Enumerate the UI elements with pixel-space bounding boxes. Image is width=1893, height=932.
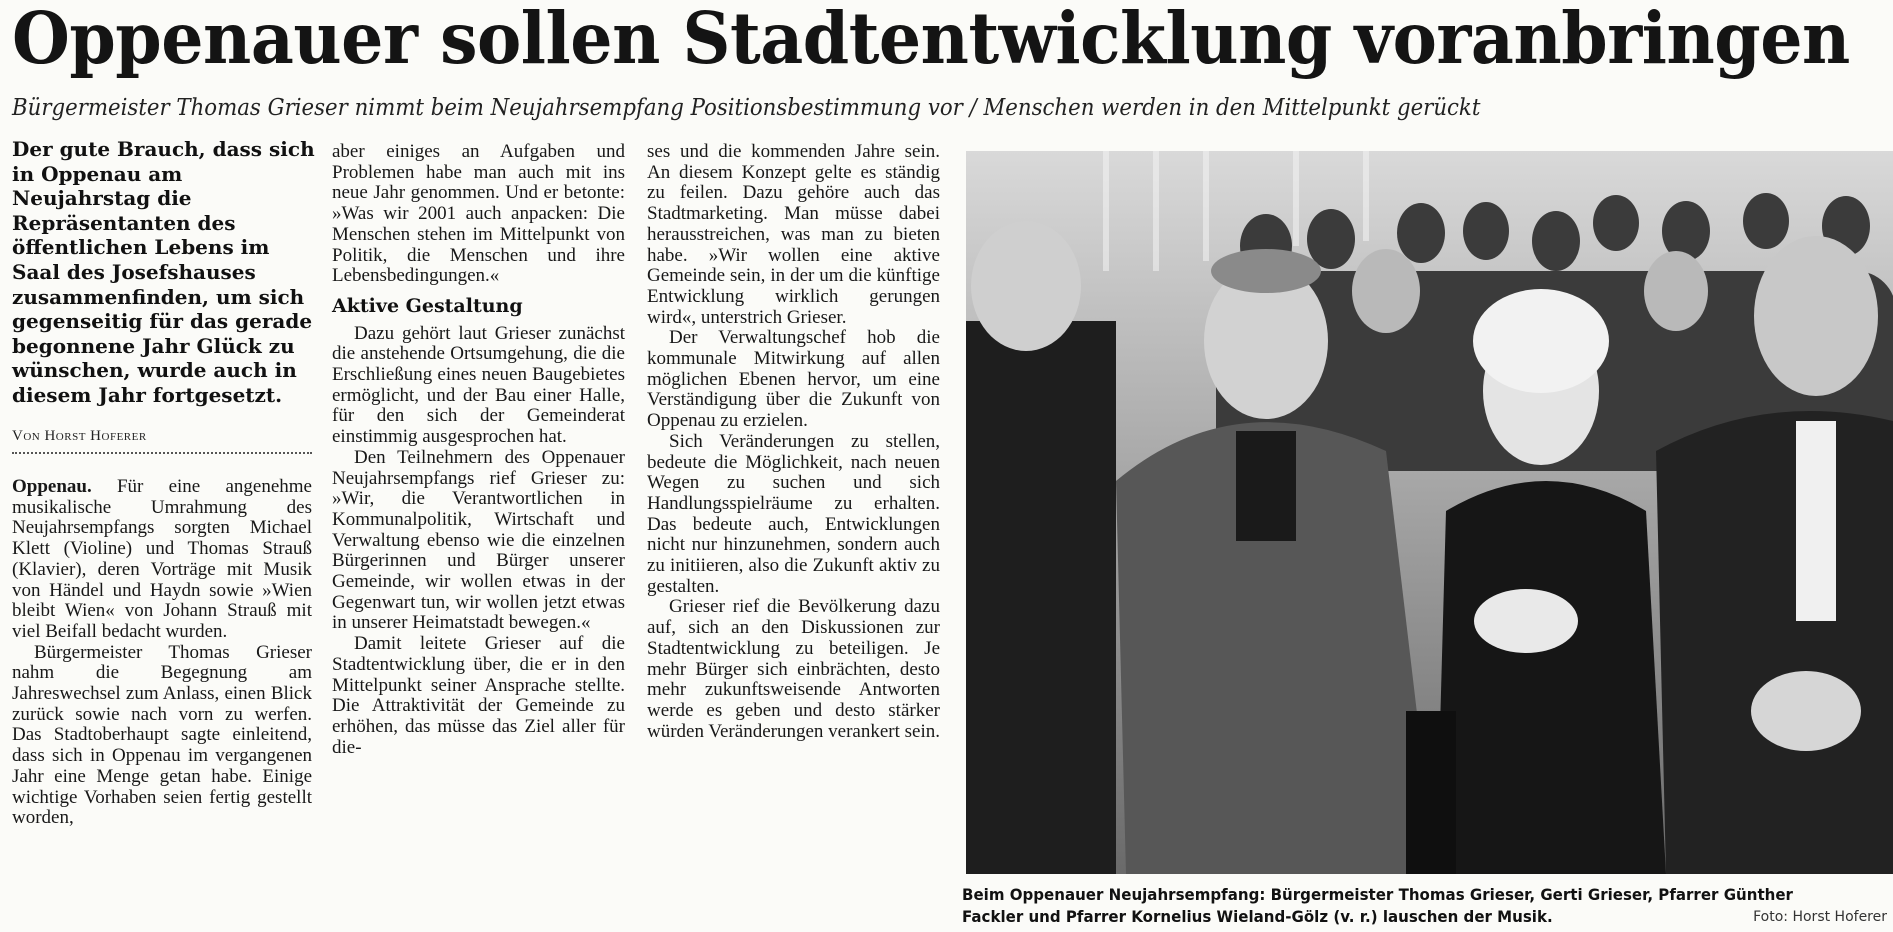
paragraph-stadtentwicklung: Damit leitete Grieser auf die Stadtentwicklung über, die er in den Mittelpunkt seiner Ansprache stellte. Die Attraktivität der Gemeinde zu erhöhen, das müsse das Ziel aller für die- <box>332 633 625 758</box>
article-photo <box>966 151 1893 874</box>
text-column-2 <box>332 142 625 758</box>
text-column-1 <box>12 477 312 829</box>
article-subheadline: Bürgermeister Thomas Grieser nimmt beim Neujahrsempfang Positionsbestimmung vor / Menschen werden in den Mittelpunkt gerückt <box>12 93 1481 121</box>
paragraph-review: Bürgermeister Thomas Grieser nahm die Begegnung am Jahreswechsel zum Anlass, einen Blick zurück sowie nach vorn zu werfen. Das Stadtoberhaupt sagte einleitend, dass sich in Oppenau im vergangenen Jahr eine Menge getan habe. Einige wichtige Vorhaben seien fertig gestellt worden, <box>12 641 312 829</box>
caption-line-1: Beim Oppenauer Neujahrsempfang: Bürgermeister Thomas Grieser, Gerti Grieser, Pfarrer Günther <box>962 885 1793 904</box>
paragraph-beteiligung: Grieser rief die Bevölkerung dazu auf, sich an den Diskussionen zur Stadtentwicklung zu beteiligen. Je mehr Bürger sich einbrächten, desto mehr zukunftsweisende Antworten werde es geben und desto stärker würden Veränderungen verankert sein. <box>647 596 940 742</box>
audience-photo-illustration <box>966 151 1893 874</box>
article-lead: Der gute Brauch, dass sich in Oppenau am Neujahrstag die Repräsentanten des öffentlichen Lebens im Saal des Josefshauses zusammenfinden, um sich gegenseitig für das gerade begonnene Jahr Glück zu wünschen, wurde auch in diesem Jahr fortgesetzt. <box>12 137 315 407</box>
chair <box>1406 711 1456 874</box>
paragraph-veraenderungen: Sich Veränderungen zu stellen, bedeute die Möglichkeit, nach neuen Wegen zu suchen und sich Handlungsspielräume zu erhalten. Das bedeute auch, Entwicklungen nicht nur hinzunehmen, sondern auch zu initiieren, also die Zukunft aktiv zu gestalten. <box>647 430 940 597</box>
caption-line-2: Fackler und Pfarrer Kornelius Wieland-Gölz (v. r.) lauschen der Musik. <box>962 907 1553 926</box>
paragraph-review-continued: aber einiges an Aufgaben und Problemen habe man auch mit ins neue Jahr genommen. Und er betonte: »Was wir 2001 auch anpacken: Die Menschen stehen im Mittelpunkt von Politik, die Menschen und ihre Lebensbedingungen.« <box>332 141 625 287</box>
photo-credit: Foto: Horst Hoferer <box>1753 909 1887 925</box>
article-byline: Von Horst Hoferer <box>12 428 147 444</box>
paragraph-mitwirkung: Der Verwaltungschef hob die kommunale Mitwirkung auf allen möglichen Ebenen hervor, um eine Verständigung über die Zukunft von Oppenau zu erzielen. <box>647 327 940 432</box>
article-headline: Oppenauer sollen Stadtentwicklung voranbringen <box>12 0 1850 80</box>
section-subhead: Aktive Gestaltung <box>332 294 523 317</box>
paragraph-intro <box>12 477 312 643</box>
text-column-3 <box>647 142 940 742</box>
paragraph-ortsumgehung: Dazu gehört laut Grieser zunächst die anstehende Ortsumgehung, die die Erschließung eines neuen Baugebietes ermöglicht, und der Bau einer Halle, für den sich der Gemeinderat einstimmig ausgesprochen hat. <box>332 322 625 448</box>
paragraph-appeal: Den Teilnehmern des Oppenauer Neujahrsempfangs rief Grieser zu: »Wir, die Verantwortlichen in Kommunalpolitik, Wirtschaft und Verwaltung ebenso wie die einzelnen Bürgerinnen und Bürger unserer Gemeinde, wir wollen etwas in der Gegenwart tun, wir wollen jetzt etwas in unserer Heimatstadt bewegen.« <box>332 446 625 634</box>
paragraph-music: Für eine angenehme musikalische Umrahmung des Neujahrsempfangs sorgten Michael Klett (Violine) und Thomas Strauß (Klavier), deren Vorträge mit Musik von Händel und Haydn sowie »Wien bleibt Wien« von Johann Strauß mit viel Beifall bedacht wurden. <box>12 476 312 642</box>
paragraph-stadtentwicklung-continued: ses und die kommenden Jahre sein. An diesem Konzept gelte es ständig zu feilen. Dazu gehöre auch das Stadtmarketing. Man müsse dabei herausstreichen, was man zu bieten habe. »Wir wollen eine aktive Gemeinde sein, in der um die künftige Entwicklung wirklich gerungen wird«, unterstrich Grieser. <box>647 141 940 328</box>
byline-divider <box>12 452 312 454</box>
dateline: Oppenau. <box>12 476 92 497</box>
